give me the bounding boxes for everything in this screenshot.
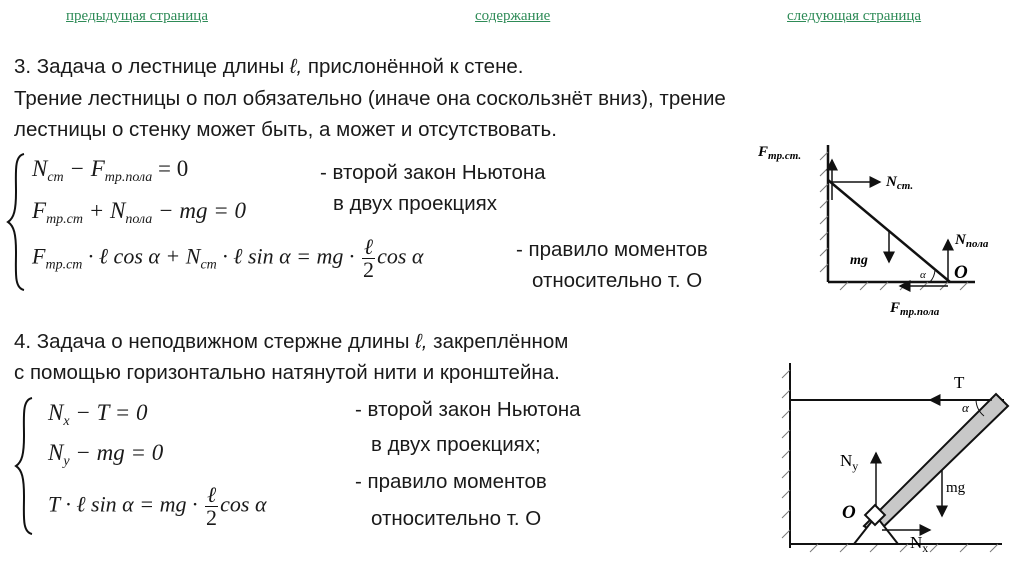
problem3-equation-1: $N_{ст} - F_{тр.пола} = 0$ — [32, 156, 189, 185]
rod — [864, 394, 1008, 534]
label-n-wall: $N_{ст.}$ — [886, 174, 914, 192]
problem3-note-point-o: относительно т. О — [532, 269, 703, 292]
problem4-note-projections: в двух проекциях; — [371, 433, 541, 456]
label-mg: mg — [946, 480, 966, 496]
problem4-line1-start: 4. Задача о неподвижном стержне длины — [14, 330, 416, 353]
label-t: T — [954, 373, 965, 392]
problem4-note-newton: - второй закон Ньютона — [355, 398, 581, 421]
ladder-diagram — [750, 140, 989, 320]
problem4-equation-1: $N_x - T = 0$ — [48, 400, 148, 429]
problem3-line2: Трение лестницы о пол обязательно (иначе она соскользнёт вниз), трение — [14, 87, 726, 110]
problem3-note-newton: - второй закон Ньютона — [320, 161, 546, 184]
problem4-note-moments: - правило моментов — [355, 470, 547, 493]
contents-link[interactable]: содержание — [475, 8, 551, 24]
problem3-equation-2: $F_{тр.ст} + N_{пола}$ − mg = 0 — [32, 198, 246, 227]
problem4-line2: с помощью горизонтально натянутой нити и кронштейна. — [14, 361, 560, 384]
problem4-equation-2: $N_y$ − mg = 0 — [48, 440, 164, 469]
problem4-line1-end: закреплённом — [427, 330, 569, 353]
fraction-l-over-2: $\frac{\text{ℓ}}{2}$ — [206, 482, 218, 530]
problem4-note-point-o: относительно т. О — [371, 507, 542, 530]
problem3-heading — [14, 51, 524, 82]
problem4-heading — [14, 326, 568, 357]
label-alpha: α — [962, 400, 969, 415]
label-f-wall: $F_{тр.ст.}$ — [758, 144, 802, 162]
problem4-system-brace — [12, 396, 36, 536]
label-ny: $N_y$ — [840, 451, 859, 473]
label-nx: $N_x$ — [910, 533, 929, 555]
ell-symbol: ℓ, — [289, 55, 303, 78]
fraction-l-over-2: $\frac{\text{ℓ}}{2}$ — [362, 234, 374, 282]
label-mg: mg — [850, 253, 868, 268]
label-f-floor: $F_{тр.пола}$ — [890, 300, 940, 318]
ell-symbol: ℓ, — [415, 330, 428, 353]
label-alpha: α — [920, 269, 926, 281]
label-n-floor: $N_{пола}$ — [955, 232, 989, 250]
problem3-line1-end: прислонённой к стене. — [302, 55, 524, 78]
prev-page-link[interactable]: предыдущая страница — [66, 8, 208, 24]
problem3-equation-3: $F_{тр.ст}$ · ℓ $\cos \alpha + N_{ст}$ · ℓ sin α = mg · $\frac{\text{ℓ}}{2}$ cos α — [32, 234, 424, 282]
problem3-line1-start: 3. Задача о лестнице длины — [14, 55, 290, 78]
problem4-equation-3: T · ℓ sin α = mg · $\frac{\text{ℓ}}{2}$ cos α — [48, 482, 267, 530]
label-point-o: O — [842, 502, 856, 523]
problem3-system-brace — [4, 152, 28, 292]
next-page-link[interactable]: следующая страница — [787, 8, 922, 24]
problem3-line3: лестницы о стенку может быть, а может и отсутствовать. — [14, 118, 557, 141]
label-point-o: O — [954, 262, 968, 283]
rod-bracket-diagram — [770, 358, 1010, 568]
problem3-note-projections: в двух проекциях — [333, 192, 497, 215]
problem3-note-moments: - правило моментов — [516, 238, 708, 261]
